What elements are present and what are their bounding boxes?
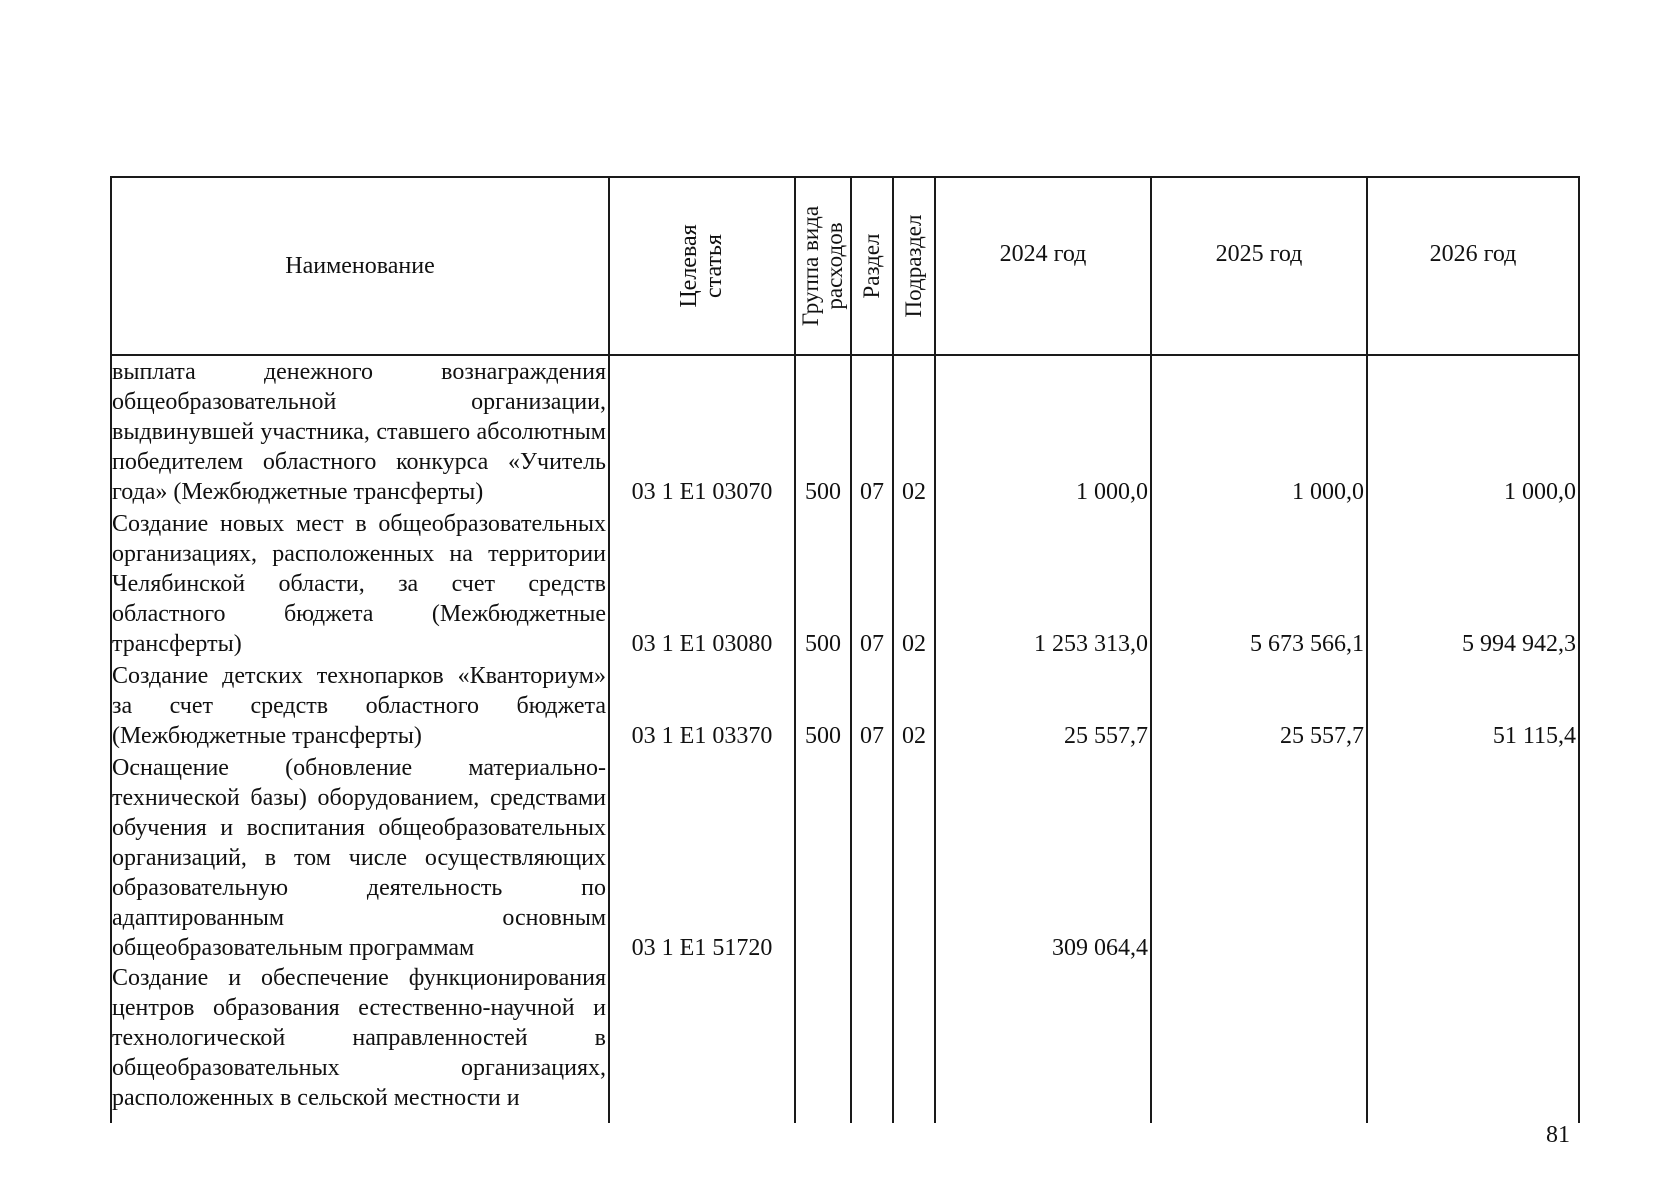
row-2026: 51 115,4 [1367,659,1579,751]
row-2025: 1 000,0 [1151,355,1367,507]
row-2026 [1367,963,1579,1123]
row-2026 [1367,751,1579,963]
row-name: Создание и обеспечение функционирования центров образования естественно-научной и технологической направленностей в общеобразовательных организациях, расположенных в сельской местности и [111,963,609,1123]
header-subsection [893,177,935,355]
table-row [111,751,1579,963]
header-2025 [1151,177,1367,355]
row-2025 [1151,751,1367,963]
row-2024: 1 000,0 [935,355,1151,507]
row-name: Создание детских технопарков «Кванториум» за счет средств областного бюджета (Межбюджетные трансферты) [111,659,609,751]
row-subsection [893,963,935,1123]
row-2024: 25 557,7 [935,659,1151,751]
header-subsection-label: Подраздел [900,214,926,318]
row-2026: 1 000,0 [1367,355,1579,507]
row-group: 500 [795,507,851,659]
header-target-line1: Целевая [675,224,702,308]
row-target: 03 1 E1 03080 [609,507,795,659]
header-section-label: Раздел [858,233,884,299]
table-row [111,507,1579,659]
row-2024: 309 064,4 [935,751,1151,963]
page-number: 81 [1546,1122,1570,1148]
row-target: 03 1 E1 03370 [609,659,795,751]
row-section [851,963,893,1123]
header-expense-group-line1: Группа вида [797,205,823,327]
row-subsection: 02 [893,355,935,507]
budget-table [110,176,1580,1123]
row-name: Создание новых мест в общеобразовательных организациях, расположенных на территории Челябинской области, за счет средств областного бюджета (Межбюджетные трансферты) [111,507,609,659]
header-2026-label: 2026 год [1429,240,1517,267]
row-2024 [935,963,1151,1123]
header-target [609,177,795,355]
row-name: Оснащение (обновление материально-технической базы) оборудованием, средствами обучения и воспитания общеобразовательных организаций, в том числе осуществляющих образовательную деятельность по адаптированным основным общеобразовательным программам [111,751,609,963]
row-target: 03 1 E1 51720 [609,751,795,963]
row-section: 07 [851,507,893,659]
table-row [111,659,1579,751]
row-group [795,963,851,1123]
row-group: 500 [795,355,851,507]
header-2024 [935,177,1151,355]
row-2025: 5 673 566,1 [1151,507,1367,659]
header-name [111,177,609,355]
row-name: выплата денежного вознаграждения общеобразовательной организации, выдвинувшей участника, ставшего абсолютным победителем областного конкурса «Учитель года» (Межбюджетные трансферты) [111,355,609,507]
row-target [609,963,795,1123]
row-subsection [893,751,935,963]
row-2025 [1151,963,1367,1123]
row-group: 500 [795,659,851,751]
table-row [111,355,1579,507]
row-subsection: 02 [893,507,935,659]
header-expense-group [795,177,851,355]
row-2025: 25 557,7 [1151,659,1367,751]
row-group [795,751,851,963]
header-2026 [1367,177,1579,355]
row-section: 07 [851,355,893,507]
row-subsection: 02 [893,659,935,751]
table-row [111,963,1579,1123]
header-section [851,177,893,355]
header-expense-group-line2: расходов [822,222,847,310]
row-target: 03 1 E1 03070 [609,355,795,507]
row-2024: 1 253 313,0 [935,507,1151,659]
row-section [851,751,893,963]
header-row [111,177,1579,355]
header-2025-label: 2025 год [1215,240,1303,267]
row-section: 07 [851,659,893,751]
row-2026: 5 994 942,3 [1367,507,1579,659]
header-2024-label: 2024 год [999,240,1087,267]
header-target-line2: статья [701,234,727,298]
header-name-label: Наименование [285,252,435,279]
